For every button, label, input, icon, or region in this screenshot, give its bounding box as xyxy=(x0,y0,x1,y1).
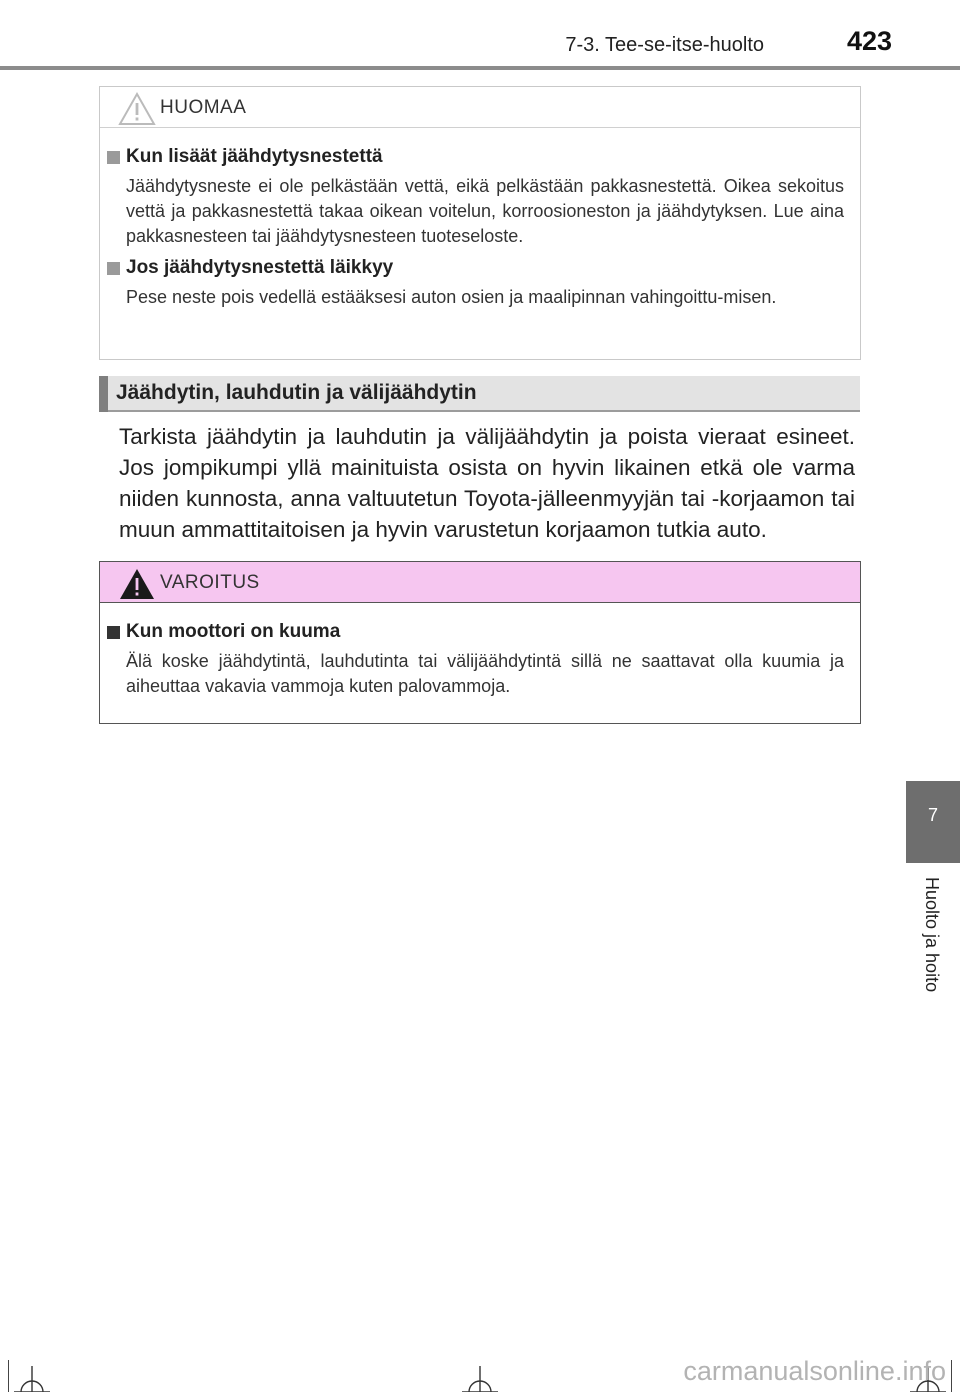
notice-item-text: Pese neste pois vedellä estääksesi auton osien ja maalipinnan vahingoittu-misen. xyxy=(126,287,777,307)
bullet-square-icon xyxy=(107,626,120,639)
subheading-accent-bar xyxy=(99,376,108,412)
warning-item xyxy=(107,621,844,699)
notice-item-title xyxy=(107,257,844,279)
warning-label: VAROITUS xyxy=(160,572,260,593)
chapter-title-vertical xyxy=(906,877,960,1017)
notice-item xyxy=(107,257,844,310)
caution-triangle-outline-icon xyxy=(118,91,156,127)
chapter-number: 7 xyxy=(927,805,938,825)
warning-item-title-text: Kun moottori on kuuma xyxy=(126,621,341,642)
warning-header xyxy=(100,562,860,603)
subheading-text: Jäähdytin, lauhdutin ja välijäähdytin xyxy=(116,381,477,404)
notice-item-text: Jäähdytysneste ei ole pelkästään vettä, eikä pelkästään pakkasnestettä. Oikea sekoitus vettä ja pakkasnestettä takaa oikean voitelun, korroosioneston ja jäähdytyksen. Lue aina pakkasnesteen tai jäähdytysnesteen tuoteseloste. xyxy=(126,176,844,246)
notice-item xyxy=(107,146,844,249)
warning-triangle-filled-icon xyxy=(118,566,156,602)
watermark-text: carmanualsonline.info xyxy=(683,1356,946,1386)
bullet-square-icon xyxy=(107,151,120,164)
page-number: 423 xyxy=(846,26,892,56)
crop-mark xyxy=(8,1360,9,1392)
warning-item-title xyxy=(107,621,844,643)
warning-item-text: Älä koske jäähdytintä, lauhdutinta tai välijäähdytintä sillä ne saattavat olla kuumia ja aiheuttaa vakavia vammoja kuten palovammoja. xyxy=(126,651,844,696)
notice-box-varoitus xyxy=(99,561,861,724)
section-subheading xyxy=(99,376,860,412)
notice-item-title xyxy=(107,146,844,168)
notice-box-huomaa xyxy=(99,86,861,360)
registration-mark-icon xyxy=(10,1366,54,1392)
notice-label: HUOMAA xyxy=(160,97,247,118)
chapter-tab[interactable] xyxy=(906,781,960,863)
notice-header xyxy=(100,87,860,128)
section-title: 7-3. Tee-se-itse-huolto xyxy=(565,34,764,56)
warning-body xyxy=(100,603,860,715)
notice-item-title-text: Jos jäähdytysnestettä läikkyy xyxy=(126,257,394,278)
notice-item-title-text: Kun lisäät jäähdytysnestettä xyxy=(126,146,383,167)
chapter-title: Huolto ja hoito xyxy=(922,877,942,993)
header-rule xyxy=(0,66,960,70)
registration-mark-icon xyxy=(458,1366,502,1392)
body-paragraph: Tarkista jäähdytin ja lauhdutin ja välijäähdytin ja poista vieraat esineet. Jos jompikumpi yllä mainituista osista on hyvin likainen etkä ole varma niiden kunnosta, anna valtuutetun Toyota-jälleenmyyjän tai -korjaamon tai muun ammattitaitoisen ja hyvin varustetun korjaamon tutkia auto. xyxy=(119,424,855,542)
bullet-square-icon xyxy=(107,262,120,275)
page-header xyxy=(0,0,960,70)
notice-body xyxy=(100,128,860,326)
crop-mark xyxy=(951,1360,952,1392)
